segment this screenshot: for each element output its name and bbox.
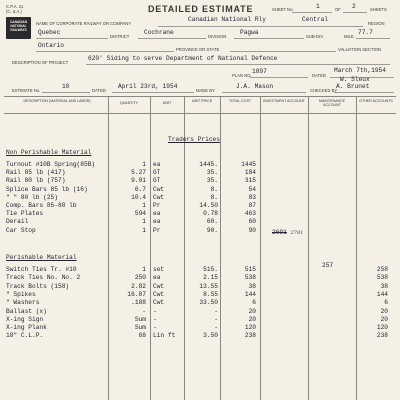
row-unit-price: 33.50 bbox=[199, 299, 218, 307]
railway-name: Canadian National Rly bbox=[188, 16, 266, 23]
col-header-quantity: QUANTITY bbox=[119, 101, 139, 105]
form-number: C.P.A. 21 bbox=[6, 4, 24, 9]
row-quantity: 9.01 bbox=[131, 177, 146, 185]
maintenance-subtotal: 257 bbox=[322, 262, 334, 269]
row-unit: Pr bbox=[153, 226, 161, 234]
sheet-total: 2 bbox=[352, 3, 356, 10]
estimate-dated-label: DATED bbox=[92, 88, 106, 93]
row-quantity: 2.82 bbox=[131, 282, 146, 290]
checked-label: CHECKED BY bbox=[310, 88, 338, 93]
row-unit-price: 90. bbox=[206, 226, 218, 234]
row-unit-price: - bbox=[214, 307, 218, 315]
row-description: X-ing Sign bbox=[6, 315, 44, 323]
row-unit-price: 2.15 bbox=[203, 274, 218, 282]
row-total-cost: 20 bbox=[248, 315, 256, 323]
row-description: Rail 85 lb (417) bbox=[6, 169, 66, 177]
row-unit-price: - bbox=[214, 324, 218, 332]
row-unit-price: 60. bbox=[206, 218, 218, 226]
row-total-cost: 515 bbox=[244, 266, 256, 273]
plan-line bbox=[250, 77, 308, 78]
logo-line: CANADIAN bbox=[10, 20, 27, 24]
railway-label: NAME OF CORPORATE RAILWAY OR COMPANY bbox=[36, 21, 132, 26]
section-heading-non-perishable: Non Perishable Material bbox=[6, 149, 92, 156]
district-label: DISTRICT bbox=[110, 34, 130, 39]
row-unit-price: 1445. bbox=[199, 161, 218, 168]
investment-subtotal-note: 2781 bbox=[290, 230, 304, 236]
row-total-cost: 83 bbox=[248, 193, 256, 201]
row-total-cost: 1445 bbox=[241, 161, 256, 168]
railway-line bbox=[158, 26, 363, 27]
form-subtitle: (C. & A.) bbox=[6, 9, 22, 14]
row-other-account: 38 bbox=[380, 282, 388, 290]
row-unit-price: 35. bbox=[206, 177, 218, 185]
row-total-cost: 120 bbox=[244, 324, 256, 332]
col-divider bbox=[356, 96, 357, 400]
row-other-account: 6 bbox=[384, 299, 388, 307]
row-unit-price: 3.50 bbox=[203, 332, 218, 340]
row-quantity: 6.7 bbox=[134, 185, 146, 193]
row-unit: ea bbox=[153, 210, 161, 218]
subdivision-label: SUB-DIV. bbox=[306, 34, 324, 39]
plan-label: PLAN NO. bbox=[232, 73, 252, 78]
sheets-label: SHEETS bbox=[370, 7, 387, 12]
investment-subtotal-struck: 2691 bbox=[272, 229, 287, 236]
region-label: REGION bbox=[368, 21, 385, 26]
project-description: 620' Siding to serve Department of National Defence bbox=[88, 55, 278, 62]
table-top-rule bbox=[4, 96, 396, 97]
logo-line: RAILWAYS bbox=[10, 28, 27, 32]
row-quantity: 1 bbox=[142, 218, 146, 226]
row-other-account: 538 bbox=[376, 274, 388, 282]
row-description: Splice Bars 85 lb (16) bbox=[6, 185, 88, 193]
row-total-cost: 144 bbox=[244, 290, 256, 298]
col-header-other: OTHER ACCOUNTS bbox=[359, 99, 393, 103]
row-quantity: 10.4 bbox=[131, 193, 146, 201]
row-quantity: 1 bbox=[142, 202, 146, 209]
row-description: " Washers bbox=[6, 299, 40, 307]
col-header-unit: UNIT bbox=[162, 101, 172, 105]
cnr-logo bbox=[6, 17, 31, 39]
row-quantity: 68 bbox=[138, 332, 146, 340]
row-quantity: 16.87 bbox=[127, 290, 146, 298]
row-total-cost: 60 bbox=[248, 218, 256, 226]
estimate-number: 10 bbox=[62, 83, 70, 90]
row-other-account: 258 bbox=[376, 266, 388, 273]
traders-prices-heading: Traders Prices bbox=[168, 136, 220, 143]
row-description: " " 80 lb (25) bbox=[6, 193, 58, 201]
investment-subtotal bbox=[272, 229, 303, 236]
row-quantity: 5.27 bbox=[131, 169, 146, 177]
row-quantity: 594 bbox=[134, 210, 146, 218]
row-unit: Pr bbox=[153, 202, 161, 209]
col-header-total-cost: TOTAL COST bbox=[228, 99, 252, 103]
mile-label: MILE bbox=[344, 34, 354, 39]
col-divider bbox=[308, 96, 309, 400]
row-unit-price: 8. bbox=[210, 185, 218, 193]
row-total-cost: 87 bbox=[248, 202, 256, 209]
row-description: Track Ties No. No. 2 bbox=[6, 274, 81, 282]
col-divider bbox=[220, 96, 221, 400]
row-unit: set bbox=[153, 266, 165, 273]
row-unit-price: 515. bbox=[203, 266, 218, 273]
sheet-line bbox=[292, 12, 332, 13]
row-unit-price: 35. bbox=[206, 169, 218, 177]
row-unit: Cwt bbox=[153, 185, 165, 193]
row-other-account: 144 bbox=[376, 290, 388, 298]
row-description: Switch Ties Tr. #10 bbox=[6, 266, 77, 273]
row-quantity: 1 bbox=[142, 226, 146, 234]
row-unit: ea bbox=[153, 218, 161, 226]
table-header-rule bbox=[4, 113, 396, 114]
row-unit: - bbox=[153, 307, 157, 315]
plan-dated-label: DATED bbox=[312, 73, 326, 78]
row-total-cost: 54 bbox=[248, 185, 256, 193]
row-description: Comp. Bars 85-80 lb bbox=[6, 202, 77, 209]
subdivision-line bbox=[234, 38, 304, 39]
row-unit: Cwt bbox=[153, 290, 165, 298]
row-total-cost: 38 bbox=[248, 282, 256, 290]
row-unit: ea bbox=[153, 161, 161, 168]
logo-line: NATIONAL bbox=[10, 24, 27, 28]
made-by-line bbox=[222, 92, 306, 93]
row-total-cost: 463 bbox=[244, 210, 256, 218]
checked-line bbox=[334, 92, 394, 93]
col-header-maintenance: MAINTENANCE ACCOUNT bbox=[318, 99, 346, 108]
row-description: Track Bolts (158) bbox=[6, 282, 70, 290]
estimate-line bbox=[42, 92, 90, 93]
division-value: Cochrane bbox=[144, 29, 174, 36]
province-label: PROVINCE OR STATE bbox=[176, 47, 220, 52]
page-title: DETAILED ESTIMATE bbox=[148, 4, 254, 14]
col-header-description: DESCRIPTION (MATERIAL AND LABOR) bbox=[23, 99, 91, 103]
row-total-cost: 90 bbox=[248, 226, 256, 234]
row-unit: Lin ft bbox=[153, 332, 176, 340]
district-value: Quebec bbox=[38, 29, 61, 36]
row-description: Car Stop bbox=[6, 226, 36, 234]
estimate-dated: April 23rd, 1954 bbox=[118, 83, 178, 90]
made-by-value: J.A. Mason bbox=[236, 83, 274, 90]
row-unit: GT bbox=[153, 169, 161, 177]
row-unit-price: 0.78 bbox=[203, 210, 218, 218]
col-divider bbox=[108, 96, 109, 400]
row-description: " Spikes bbox=[6, 290, 36, 298]
made-by-label: MADE BY bbox=[196, 88, 215, 93]
mile-line bbox=[356, 38, 390, 39]
row-quantity: 1 bbox=[142, 161, 146, 168]
row-total-cost: 538 bbox=[244, 274, 256, 282]
row-other-account: 20 bbox=[380, 315, 388, 323]
row-quantity: .188 bbox=[131, 299, 146, 307]
estimate-label: ESTIMATE No. bbox=[12, 88, 41, 93]
mile-value: 77.7 bbox=[358, 29, 373, 36]
row-unit: Cwt bbox=[153, 299, 165, 307]
sheet-total-line bbox=[343, 12, 367, 13]
col-divider bbox=[150, 96, 151, 400]
description-label: DESCRIPTION OF PROJECT bbox=[12, 60, 69, 65]
province-value: Ontario bbox=[38, 42, 64, 49]
estimate-dated-line bbox=[112, 92, 194, 93]
row-total-cost: 184 bbox=[244, 169, 256, 177]
row-total-cost: 315 bbox=[244, 177, 256, 185]
division-label: DIVISION bbox=[208, 34, 227, 39]
row-quantity: Sum bbox=[134, 324, 146, 332]
row-quantity: - bbox=[142, 307, 146, 315]
row-description: Rail 80 lb (757) bbox=[6, 177, 66, 185]
row-unit: - bbox=[153, 324, 157, 332]
valuation-line bbox=[230, 51, 336, 52]
row-description: Tie Plates bbox=[6, 210, 44, 218]
checked-by-1: W. Sleux bbox=[340, 76, 370, 83]
row-other-account: 20 bbox=[380, 307, 388, 315]
province-line bbox=[36, 51, 174, 52]
division-line bbox=[138, 38, 206, 39]
row-unit-price: - bbox=[214, 315, 218, 323]
plan-number: 1897 bbox=[252, 68, 267, 75]
col-header-investment: INVESTMENT ACCOUNT bbox=[263, 99, 305, 103]
section-heading-perishable: Perishable Material bbox=[6, 254, 77, 261]
row-unit-price: 8.55 bbox=[203, 290, 218, 298]
checked-by-2: A. Brunet bbox=[336, 83, 370, 90]
subdivision-value: Pagwa bbox=[240, 29, 259, 36]
sheet-label: SHEET No. bbox=[272, 7, 294, 12]
sheet-number: 1 bbox=[316, 3, 320, 10]
row-total-cost: 20 bbox=[248, 307, 256, 315]
row-unit-price: 8. bbox=[210, 193, 218, 201]
of-label: OF bbox=[335, 7, 341, 12]
plan-dated: March 7th,1954 bbox=[334, 67, 386, 74]
row-unit-price: 14.50 bbox=[199, 202, 218, 209]
valuation-label: VALUATION SECTION bbox=[338, 47, 381, 52]
row-other-account: 120 bbox=[376, 324, 388, 332]
row-description: Derail bbox=[6, 218, 29, 226]
region-value: Central bbox=[302, 16, 328, 23]
row-total-cost: 238 bbox=[244, 332, 256, 340]
row-quantity: 250 bbox=[134, 274, 146, 282]
row-description: Turnout #10B Spring(85B) bbox=[6, 161, 96, 168]
district-line bbox=[36, 38, 108, 39]
row-total-cost: 6 bbox=[252, 299, 256, 307]
row-unit: ea bbox=[153, 274, 161, 282]
row-description: X-ing Plank bbox=[6, 324, 47, 332]
row-unit: Cwt bbox=[153, 193, 165, 201]
row-other-account: 238 bbox=[376, 332, 388, 340]
row-quantity: 1 bbox=[142, 266, 146, 273]
description-line bbox=[86, 64, 390, 65]
row-description: Ballast (x) bbox=[6, 307, 47, 315]
row-unit-price: 13.55 bbox=[199, 282, 218, 290]
row-unit: Cwt bbox=[153, 282, 165, 290]
row-quantity: Sum bbox=[134, 315, 146, 323]
row-unit: GT bbox=[153, 177, 161, 185]
col-header-unit-price: UNIT PRICE bbox=[191, 99, 213, 103]
row-unit: - bbox=[153, 315, 157, 323]
col-divider bbox=[260, 96, 261, 400]
row-description: 18" C.L.P. bbox=[6, 332, 44, 340]
